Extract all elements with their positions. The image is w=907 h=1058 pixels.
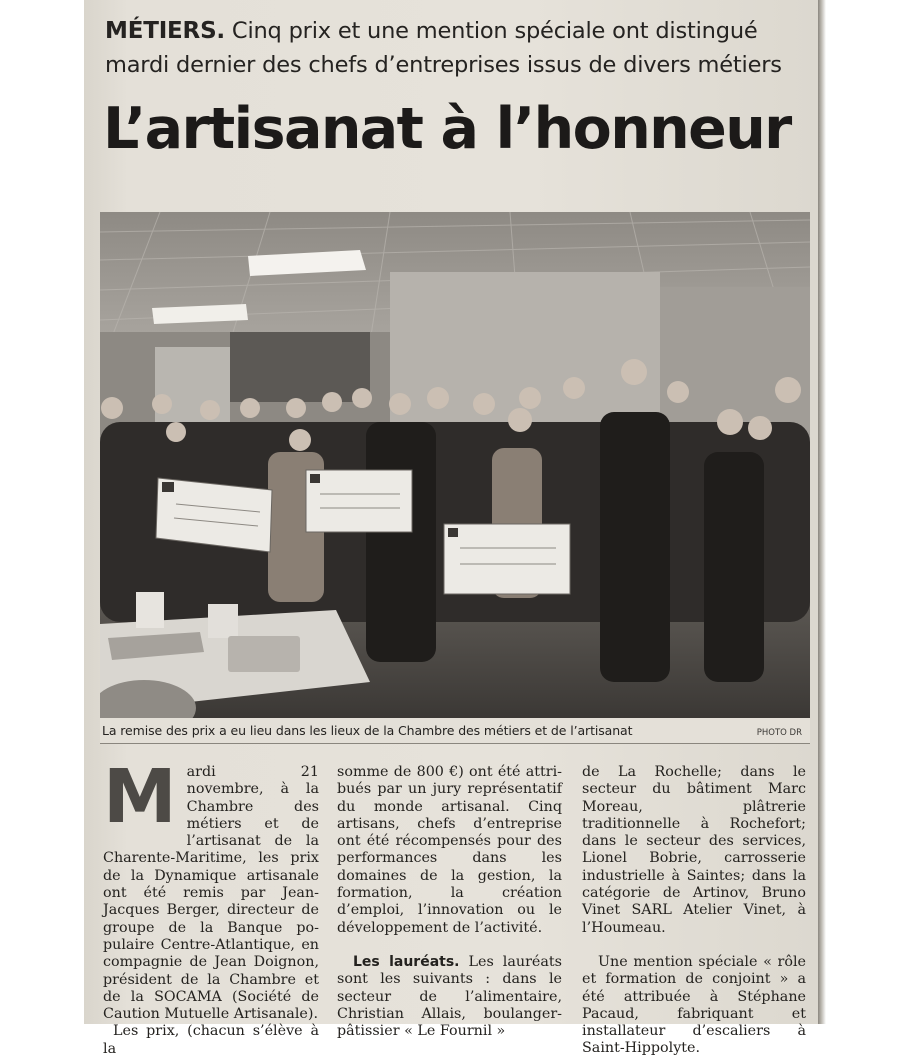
photo-caption-bar [100,718,810,744]
col1-paragraph-2: Les prix, (chacun s’élève à la [103,1023,319,1057]
article-kicker [105,14,805,82]
page-edge-shadow [818,0,826,1024]
col2-paragraph-2-text: Les lauréats sont les suivants : dans le secteur de l’alimentaire, Christian Allais, boulanger-pâtissier « Le Fournil » [337,953,563,1040]
body-column-3 [582,764,806,1058]
col3-paragraph-1: de La Rochelle; dans le secteur du bâtiment Marc Moreau, plâtrerie traditionnelle à Rochefort; dans le secteur des services, Lionel Bobrie, carrosserie industrielle à Saintes; dans la catégorie de Artinov, Bruno Vinet SARL Atelier Vinet, à l’Houmeau. [582,764,806,936]
kicker-label: MÉTIERS. [105,18,225,44]
col2-paragraph-1: somme de 800 €) ont été attribués par un jury représentatif du monde artisanal. Cinq artisans, chefs d’entreprise ont été récompensés pour des performances dans les domaines de la gestion, la formation, la création d’emploi, l’innovation ou le développement de l’activité. [337,764,562,936]
col2-paragraph-2 [337,954,562,1040]
article-headline: L’artisanat à l’honneur [103,96,791,162]
photo-credit: PHOTO DR [756,728,802,738]
body-column-1 [103,754,319,1058]
group-photo [100,212,810,718]
drop-cap: M [103,754,177,840]
photo-caption: La remise des prix a eu lieu dans les lieux de la Chambre des métiers et de l’artisanat [102,723,633,738]
col1-paragraph-1: ardi 21 novembre, à la Chambre des métiers et de l’artisanat de la Charente-Maritime, les prix de la Dynamique artisanale ont été remis par Jean-Jacques Berger, directeur de groupe de la Banque populaire Centre-Atlantique, en compagnie de Jean Doignon, président de la Chambre et de la SOCAMA (Société de Caution Mutuelle Artisanale). [103,764,319,1023]
laureates-runin-heading: Les lauréats. [353,953,460,970]
kicker-text: Cinq prix et une mention spéciale ont distingué mardi dernier des chefs d’entreprises issus de divers métiers [105,18,782,78]
body-column-2 [337,764,562,1040]
col3-paragraph-2: Une mention spéciale « rôle et formation de conjoint » a été attribuée à Stéphane Pacaud, fabriquant et installateur d’escaliers à Saint-Hippolyte. [582,953,806,1057]
